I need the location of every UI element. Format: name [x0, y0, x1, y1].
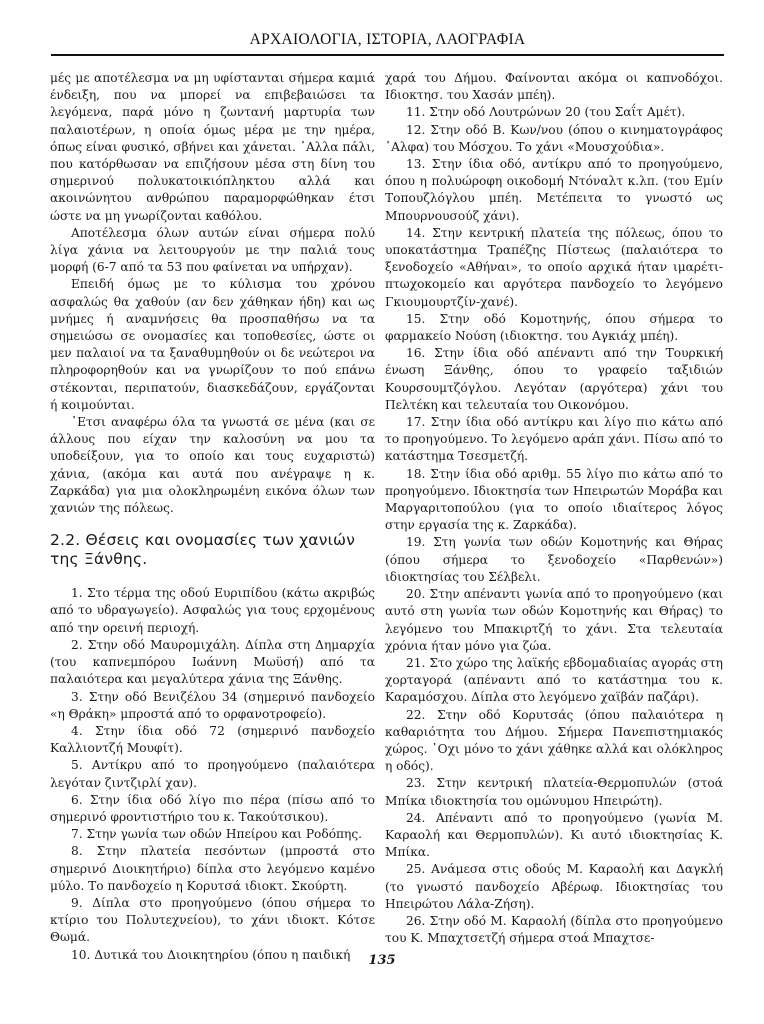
list-item: 23. Στην κεντρική πλατεία-Θερμοπυλών (στοά Μπίκα ιδιοκτησία του ομώνυμου Ηπειρώτη).	[385, 776, 723, 808]
list-item: 20. Στην απέναντι γωνία από το προηγούμενο (και αυτό στη γωνία των οδών Κομοτηνής και Θήρας) το λεγόμενο του Μπακιρτζή το χάνι. Στα τελευταία χρόνια ήταν μόνο για ζώα.	[385, 587, 723, 653]
running-head: ΑΡΧΑΙΟΛΟΓΙΑ, ΙΣΤΟΡΙΑ, ΛΑΟΓΡΑΦΙΑ	[249, 31, 526, 48]
paragraph: ᾽Ετσι αναφέρω όλα τα γνωστά σε μένα (και σε άλλους που είχαν την καλοσύνη να μου τα υποδείξουν, για το οποίο και τους ευχαριστώ) χάνια, (ακόμα και αυτά που ανέγραψε η κ. Ζαρκάδα) για μια ολοκληρωμένη εικόνα όλων των χανιών της πόλεως.	[50, 415, 375, 516]
paragraph: Επειδή όμως με το κύλισμα του χρόνου ασφαλώς θα χαθούν (αν δεν χάθηκαν ήδη) και ως μνήμες ή αναμνήσεις θα προσπαθήσω να τα σημειώσω σε ονομασίες και τοποθεσίες, ώστε οι μεν παλαιοί να τα ξαναθυμηθούν οι δε νεώτεροι να πληροφορηθούν και να γνωρίζουν το πού επάνω στέκονται, περιπατούν, διασκεδάζουν, εργάζονται ή κοιμούνται.	[50, 277, 375, 412]
list-item: 8. Στην πλατεία πεσόντων (μπροστά στο σημερινό Διοικητήριο) δίπλα στο λεγόμενο καμένο μύλο. Το πανδοχείο η Κορυτσά ιδιοκτ. Σκούρτη.	[50, 844, 375, 893]
list-item: 16. Στην ίδια οδό απέναντι από την Τουρκική ένωση Ξάνθης, όπου το γραφείο ταξιδιών Κουρσουμτζόγλου. Λεγόταν (αργότερα) χάνι του Πελτέκη και τελευταία του Οικονόμου.	[385, 346, 723, 412]
list-item: 17. Στην ίδια οδό αντίκρυ και λίγο πιο κάτω από το προηγούμενο. Το λεγόμενο αράπ χάνι. Πίσω από το κατάστημα Τσεσμετζή.	[385, 415, 723, 464]
paragraph: μές με αποτέλεσμα να μη υφίστανται σήμερα καμιά ένδειξη, που να μπορεί να επιβεβαιώσει τα λεγόμενα, παρά μόνο η ζωντανή μαρτυρία των παλαιοτέρων, η οποία όμως μέρα με την ημέρα, όπως είναι φυσικό, σβήνει και χάνεται. ᾽Αλλα πάλι, που κατόρθωσαν να επιζήσουν μέσα στη δίνη του σημερινού πολυκατοικιόπληκτου αλλά και ακοινώνητου ανθρώπου παραμορφώθηκαν έτσι ώστε να μη γνωρίζονται καθόλου.	[50, 71, 375, 223]
list-item: 24. Απέναντι από το προηγούμενο (γωνία Μ. Καραολή και Θερμοπυλών). Κι αυτό ιδιοκτησίας Κ. Μπίκα.	[385, 810, 723, 860]
list-item: 14. Στην κεντρική πλατεία της πόλεως, όπου το υποκατάστημα Τραπέζης Πίστεως (παλαιότερα το ξενοδοχείο «Αθήναι», το οποίο αρχικά ήταν ιμαρέτι-πτωχοκομείο και αργότερα πανδοχείο το λεγόμενο Γκιουμουρτζίν-χανέ).	[385, 225, 723, 309]
left-column	[50, 70, 375, 964]
list-item: 4. Στην ίδια οδό 72 (σημερινό πανδοχείο Καλλιοντζή Μουφίτ).	[50, 723, 375, 756]
list-item: 6. Στην ίδια οδό λίγο πιο πέρα (πίσω από το σημερινό φροντιστήριο του κ. Τακούτσικου).	[50, 792, 375, 824]
list-item: 25. Ανάμεσα στις οδούς Μ. Καραολή και Δαγκλή (το γνωστό πανδοχείο Αβέρωφ. Ιδιοκτησίας του Ηπειρώτου Λάλα-Ζήση).	[385, 862, 723, 911]
right-column	[385, 70, 723, 947]
list-item: 26. Στην οδό Μ. Καραολή (δίπλα στο προηγούμενο του Κ. Μπαχτσετζή σήμερα στοά Μπαχτσε-	[385, 913, 723, 946]
paragraph: Αποτέλεσμα όλων αυτών είναι σήμερα πολύ λίγα χάνια να λειτουργούν με την παλιά τους μορφή (6-7 από τα 53 που φαίνεται να υπήρχαν).	[50, 225, 375, 275]
list-item: 22. Στην οδό Κορυτσάς (όπου παλαιότερα η καθαριότητα του Δήμου. Σήμερα Πανεπιστημιακός χώρος. ᾽Οχι μόνο το χάνι χάθηκε αλλά και ολόκληρος η οδός).	[385, 707, 723, 774]
list-item: 18. Στην ίδια οδό αριθμ. 55 λίγο πιο κάτω από το προηγούμενο. Ιδιοκτησία των Ηπειρωτών Μοράβα και Μαργαριτοπούλου (για το οποίο ιδιαίτερος λόγος στην εργασία της κ. Ζαρκάδα).	[385, 466, 723, 533]
list-item: 12. Στην οδό Β. Κων/νου (όπου ο κινηματογράφος ᾽Αλφα) του Μόσχου. Το χάνι «Μουσχούδια».	[385, 122, 723, 154]
section-heading: 2.2. Θέσεις και ονομασίες των χανιών της Ξάνθης.	[50, 531, 356, 569]
paragraph-continuation: χαρά του Δήμου. Φαίνονται ακόμα οι καπνοδόχοι. Ιδιοκτησ. του Χασάν μπέη).	[385, 71, 723, 103]
list-item: 19. Στη γωνία των οδών Κομοτηνής και Θήρας (όπου σήμερα το ξενοδοχείο «Παρθενών») ιδιοκτησίας του Σέλβελι.	[385, 535, 723, 584]
list-item: 2. Στην οδό Μαυρομιχάλη. Δίπλα στη Δημαρχία (του καπνεμπόρου Ιωάννη Μωϋσή) από τα παλαιότερα και μεγαλύτερα χάνια της Ξάνθης.	[50, 637, 375, 687]
list-item: 21. Στο χώρο της λαϊκής εβδομαδιαίας αγοράς στη χορταγορά (απέναντι από το κατάστημα του κ. Καραμόσχου. Δίπλα στο λεγόμενο χαϊβάν παζάρι).	[385, 655, 723, 705]
list-item: 7. Στην γωνία των οδών Ηπείρου και Ροδόπης.	[71, 827, 363, 842]
list-item: 3. Στην οδό Βενιζέλου 34 (σημερινό πανδοχείο «η Θράκη» μπροστά από το ορφανοτροφείο).	[50, 689, 375, 721]
list-item: 1. Στο τέρμα της οδού Ευριπίδου (κάτω ακριβώς από το υδραγωγείο). Ασφαλώς για τους ερχομένους από την ορεινή περιοχή.	[50, 586, 375, 635]
list-item: 10. Δυτικά του Διοικητηρίου (όπου η παιδική	[71, 947, 351, 962]
list-item: 11. Στην οδό Λουτρώνων 20 (του Σαΐτ Αμέτ).	[406, 105, 686, 120]
list-item: 15. Στην οδό Κομοτηνής, όπου σήμερα το φαρμακείο Νούση (ιδιοκτησ. του Αγκιάχ μπέη).	[385, 311, 723, 344]
list-item: 5. Αντίκρυ από το προηγούμενο (παλαιότερα λεγόταν ζιντζιρλί χαν).	[50, 758, 375, 790]
header-rule	[51, 54, 724, 56]
list-item: 13. Στην ίδια οδό, αντίκρυ από το προηγούμενο, όπου η πολυώροφη οικοδομή Ντόναλτ κ.λπ. (του Εμίν Τοπουζλόγλου μπέη. Μετέπειτα το γνωστό ως Μπουρνουσούζ χάνι).	[385, 157, 723, 223]
page-number: 135	[368, 953, 396, 968]
list-item: 9. Δίπλα στο προηγούμενο (όπου σήμερα το κτίριο του Πολυτεχνείου), το χάνι ιδιοκτ. Κότσε Θωμά.	[50, 895, 375, 945]
